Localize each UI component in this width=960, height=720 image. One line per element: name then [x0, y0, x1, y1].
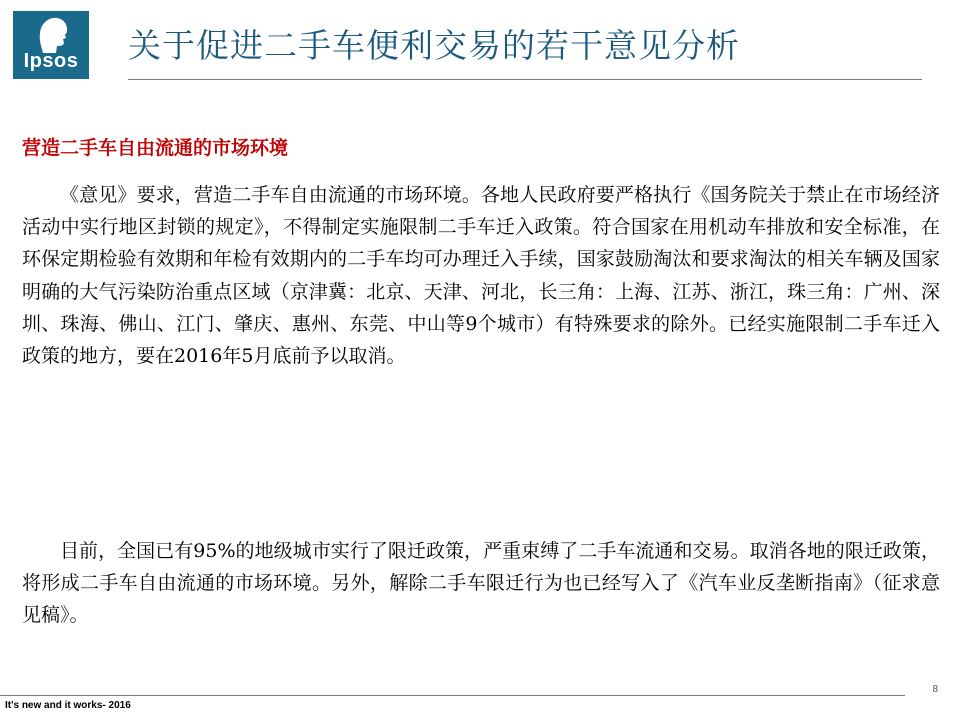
footer-divider	[0, 695, 905, 696]
body-paragraph-2: 目前，全国已有95%的地级城市实行了限迁政策，严重束缚了二手车流通和交易。取消各地的限迁政策，将形成二手车自由流通的市场环境。另外，解除二手车限迁行为也已经写入了《汽车业反垄断指南》（征求意见稿》。	[22, 540, 940, 627]
section-heading: 营造二手车自由流通的市场环境	[22, 137, 289, 159]
head-profile-icon	[35, 15, 69, 55]
title-divider	[128, 79, 922, 80]
footer-tagline: It's new and it works- 2016	[5, 700, 131, 711]
ipsos-logo	[13, 11, 89, 79]
page-number: 8	[932, 684, 938, 695]
page-title: 关于促进二手车便利交易的若干意见分析	[128, 26, 740, 65]
body-paragraph-1: 《意见》要求，营造二手车自由流通的市场环境。各地人民政府要严格执行《国务院关于禁止在市场经济活动中实行地区封锁的规定》，不得制定实施限制二手车迁入政策。符合国家在用机动车排放和安全标准，在环保定期检验有效期和年检有效期内的二手车均可办理迁入手续，国家鼓励淘汰和要求淘汰的相关车辆及国家明确的大气污染防治重点区域（京津冀：北京、天津、河北，长三角：上海、江苏、浙江，珠三角：广州、深圳、珠海、佛山、江门、肇庆、惠州、东莞、中山等9个城市）有特殊要求的除外。已经实施限制二手车迁入政策的地方，要在2016年5月底前予以取消。	[22, 184, 940, 368]
logo-text: Ipsos	[23, 50, 79, 72]
